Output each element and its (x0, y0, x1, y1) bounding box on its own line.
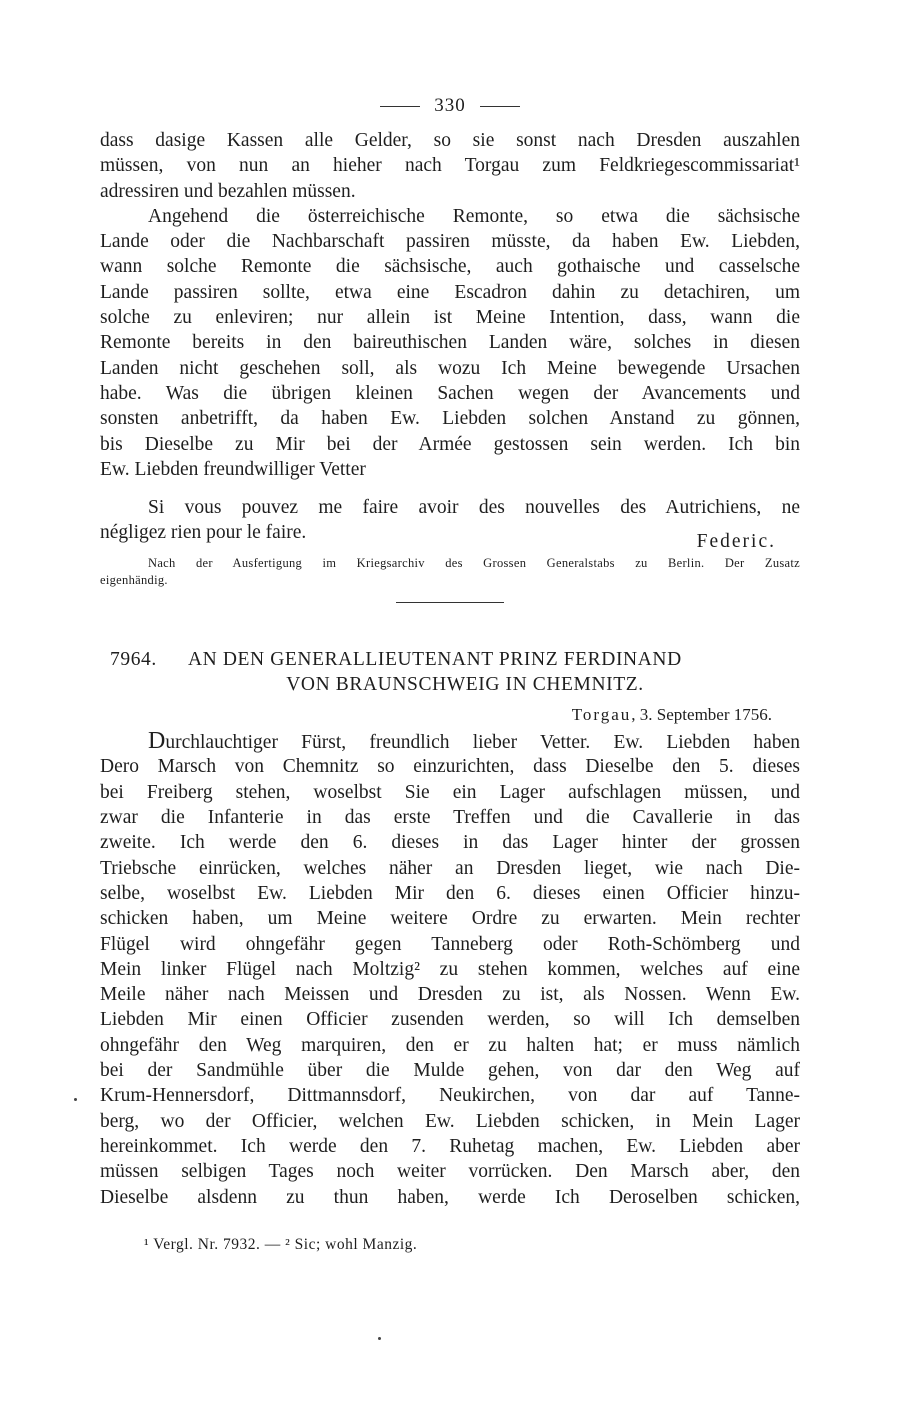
postscript-line: négligez rien pour le faire. (100, 522, 307, 544)
header-dash-right (480, 106, 520, 107)
text-line: selbe, woselbst Ew. Liebden Mir den 6. dieses einen Officier hinzu- (100, 882, 800, 904)
text-line: Krum-Hennersdorf, Dittmannsdorf, Neukirchen, von dar auf Tanne- (100, 1085, 800, 1107)
text-line: zwar die Infanterie in das erste Treffen und die Cavallerie in das (100, 807, 800, 829)
text-line: Flügel wird ohngefähr gegen Tanneberg oder Roth-Schömberg und (100, 933, 800, 955)
text-line: Landen nicht geschehen soll, als wozu Ich Meine bewegende Ursachen (100, 357, 800, 379)
text-line: wann solche Remonte die sächsische, auch gothaische und casselsche (100, 256, 800, 278)
document-title (100, 647, 800, 697)
dateline-place: Torgau (571, 705, 632, 725)
text-line: Triebsche einrücken, welches näher an Dresden lieget, wie nach Die- (100, 857, 800, 879)
text-line: Lande oder die Nachbarschaft passiren müsste, da haben Ew. Liebden, (100, 231, 800, 253)
paragraph-2 (100, 204, 800, 482)
text-line: bei Freiberg stehen, woselbst Sie ein Lager aufschlagen müssen, und (100, 781, 800, 803)
french-postscript (100, 495, 800, 553)
text-line: solche zu enleviren; nur allein ist Meine Intention, dass, wann die (100, 307, 800, 329)
text-line: Mein linker Flügel nach Moltzig² zu stehen kommen, welches auf eine (100, 958, 800, 980)
text-line: zweite. Ich werde den 6. dieses in das Lager hinter der grossen (100, 832, 800, 854)
source-note-line: eigenhändig. (100, 573, 168, 588)
text-line: ohngefähr den Weg marquiren, den er zu halten hat; er muss nämlich (100, 1034, 800, 1056)
dateline (100, 703, 800, 727)
signature: Federic. (696, 531, 776, 553)
text-line: schicken haben, um Meine weitere Ordre zu erwarten. Mein rechter (100, 908, 800, 930)
source-note (100, 555, 800, 589)
section-divider (396, 602, 504, 603)
dateline-date: , 3. September 1756. (631, 705, 772, 725)
title-line: AN DEN GENERALLIEUTENANT PRINZ FERDINAND (188, 649, 682, 671)
page-header (100, 94, 800, 118)
text-line: habe. Was die übrigen kleinen Sachen wegen der Avancements und (100, 382, 800, 404)
text-line: müssen, von nun an hieher nach Torgau zum Feldkriegescommissariat¹ (100, 155, 800, 177)
print-speck (74, 1098, 77, 1101)
page-number: 330 (434, 95, 466, 116)
header-dash-left (380, 106, 420, 107)
paragraph-1 (100, 128, 800, 204)
text-line: sonsten anbetrifft, da haben Ew. Liebden solchen Anstand zu gönnen, (100, 408, 800, 430)
text-line: Dero Marsch von Chemnitz so einzurichten, dass Dieselbe den 5. dieses (100, 756, 800, 778)
letter-body (100, 729, 800, 1210)
text-line: Lande passiren sollte, etwa eine Escadron dahin zu detachiren, um (100, 281, 800, 303)
text-line: berg, wo der Officier, welchen Ew. Liebden schicken, in Mein Lager (100, 1110, 800, 1132)
page (100, 94, 800, 1256)
text-line (100, 729, 800, 754)
spacer (100, 482, 800, 495)
initial-letter: D (148, 728, 166, 755)
source-note-line: Nach der Ausfertigung im Kriegsarchiv des Grossen Generalstabs zu Berlin. Der Zusatz (148, 556, 800, 571)
text-span: urchlauchtiger Fürst, freundlich lieber Vetter. Ew. Liebden haben (165, 732, 800, 754)
document-number: 7964. (110, 649, 157, 671)
footnotes: ¹ Vergl. Nr. 7932. — ² Sic; wohl Manzig. (144, 1235, 418, 1253)
text-line: müssen selbigen Tages noch weiter vorrücken. Den Marsch aber, den (100, 1161, 800, 1183)
title-line: VON BRAUNSCHWEIG IN CHEMNITZ. (286, 674, 644, 696)
text-line: dass dasige Kassen alle Gelder, so sie sonst nach Dresden auszahlen (100, 130, 800, 151)
text-line: Ew. Liebden freundwilliger Vetter (100, 458, 366, 480)
text-line: bis Dieselbe zu Mir bei der Armée gestossen sein werden. Ich bin (100, 433, 800, 455)
text-line: bei der Sandmühle über die Mulde gehen, von dar den Weg auf (100, 1060, 800, 1082)
text-line: adressiren und bezahlen müssen. (100, 180, 356, 202)
postscript-line: Si vous pouvez me faire avoir des nouvelles des Autrichiens, ne (148, 497, 800, 519)
text-line: hereinkommet. Ich werde den 7. Ruhetag machen, Ew. Liebden aber (100, 1135, 800, 1157)
text-line: Dieselbe alsdenn zu thun haben, werde Ich Deroselben schicken, (100, 1186, 800, 1208)
text-line: Meile näher nach Meissen und Dresden zu ist, als Nossen. Wenn Ew. (100, 984, 800, 1006)
text-line: Liebden Mir einen Officier zusenden werden, so will Ich demselben (100, 1009, 800, 1031)
text-line: Remonte bereits in den baireuthischen Landen wäre, solches in diesen (100, 332, 800, 354)
text-line: Angehend die österreichische Remonte, so etwa die sächsische (148, 205, 800, 227)
print-speck (378, 1337, 381, 1340)
